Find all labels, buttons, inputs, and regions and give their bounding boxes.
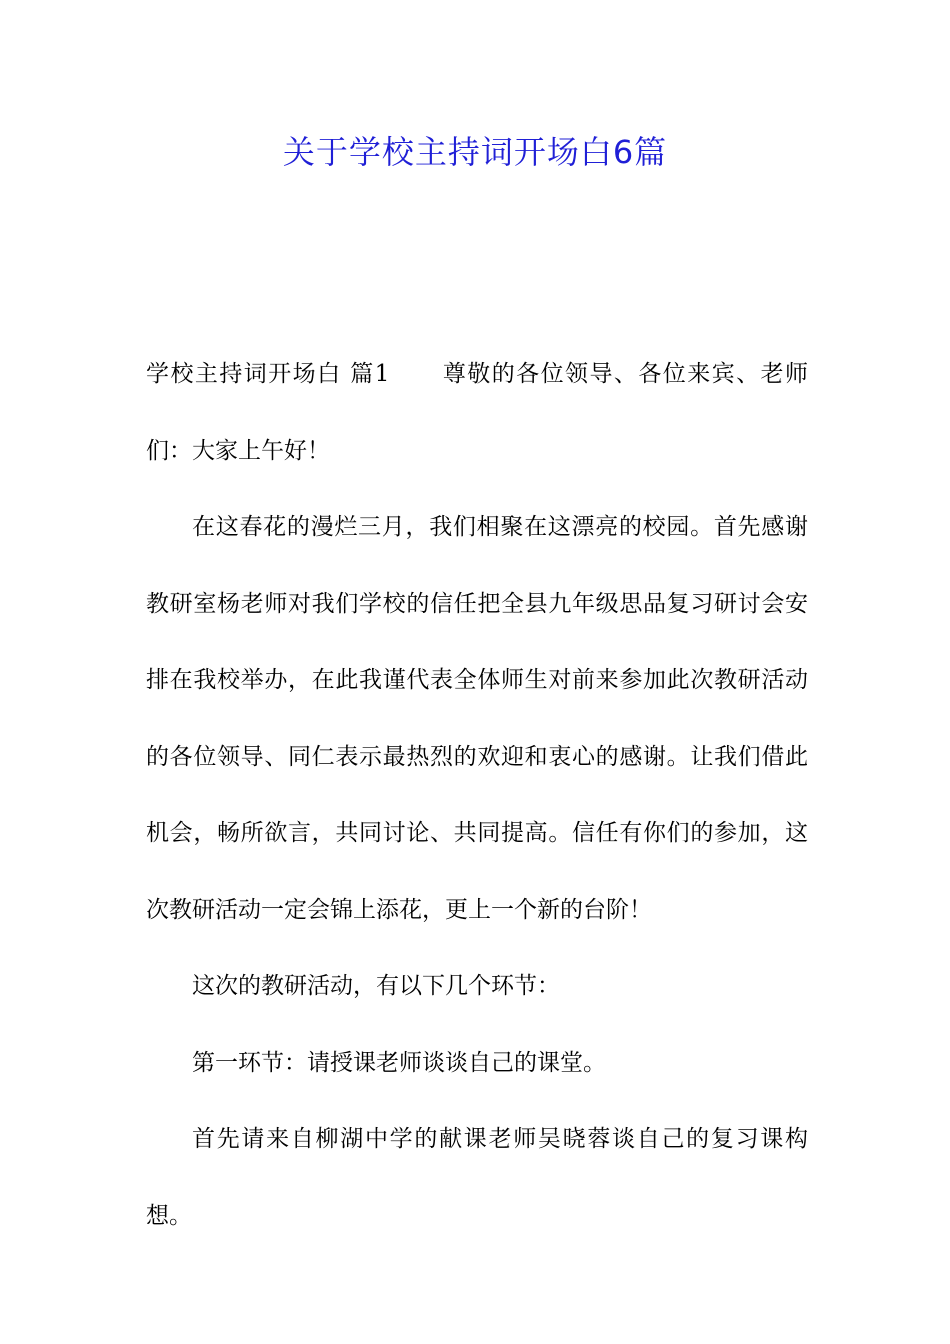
paragraph: 在这春花的漫烂三月，我们相聚在这漂亮的校园。首先感谢教研室杨老师对我们学校的信任把全县九年级思品复习研讨会安排在我校举办，在此我谨代表全体师生对前来参加此次教研活动的各位领导、同仁表示最热烈的欢迎和衷心的感谢。让我们借此机会，畅所欲言，共同讨论、共同提高。信任有你们的参加，这次教研活动一定会锦上添花，更上一个新的台阶！ xyxy=(146,514,808,923)
section-heading: 学校主持词开场白 篇1 xyxy=(146,361,390,387)
greeting-text: 尊敬的各位领导、各位来宾、老师们：大家上午好！ xyxy=(146,361,809,464)
document-title: 关于学校主持词开场白6篇 xyxy=(282,133,668,171)
paragraph: 第一环节：请授课老师谈谈自己的课堂。 xyxy=(192,1049,606,1076)
paragraph: 这次的教研活动，有以下几个环节： xyxy=(192,973,560,999)
opening-paragraph xyxy=(146,336,808,489)
paragraph: 首先请来自柳湖中学的献课老师吴晓蓉谈自己的复习课构想。 xyxy=(146,1126,808,1229)
document-body xyxy=(146,336,808,1254)
